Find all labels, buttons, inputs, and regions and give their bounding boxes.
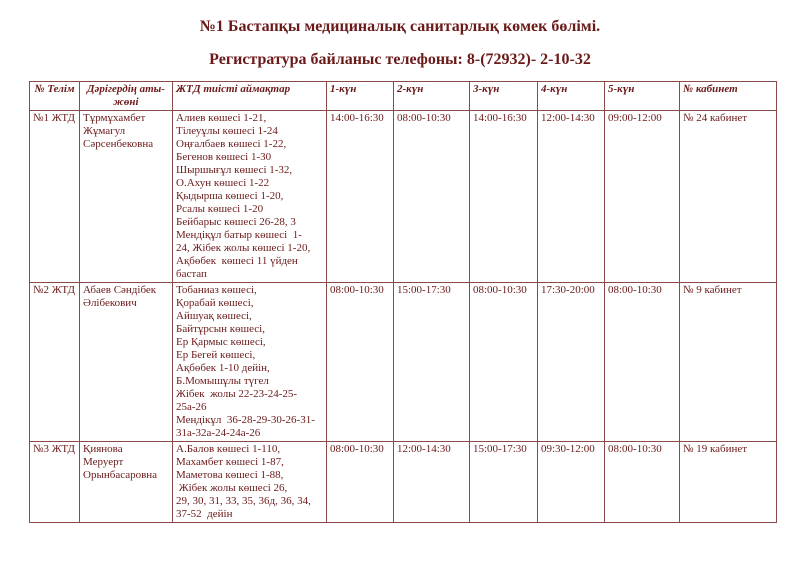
service-area-line: Бейбарыс көшесі 26-28, 3 [176, 216, 296, 228]
column-header: ЖТД тиісті аймақтар [173, 82, 327, 111]
day-hours-cell: 15:00-17:30 [470, 442, 538, 523]
doctor-name-line: Қиянова [83, 443, 123, 455]
service-area-line: 29, 30, 31, 33, 35, 36д, 36, 34, [176, 495, 311, 507]
service-area-line: Шыршығұл көшесі 1-32, [176, 164, 293, 176]
service-area-line: Ер Қармыс көшесі, [176, 336, 266, 348]
service-area-line: 24, Жібек жолы көшесі 1-20, [176, 242, 311, 254]
column-header: 5-күн [605, 82, 680, 111]
service-area-line: Тілеуұлы көшесі 1-24 [176, 125, 278, 137]
column-header: 2-күн [394, 82, 470, 111]
table-header-row [30, 82, 777, 111]
service-area-line: Тобаниаз көшесі, [176, 284, 257, 296]
service-area-cell [173, 442, 327, 523]
registry-phone-title: Регистратура байланыс телефоны: 8-(72932)- 2-10-32 [209, 51, 591, 68]
day-hours-cell: 08:00-10:30 [605, 283, 680, 442]
cabinet-cell: № 9 кабинет [680, 283, 777, 442]
table-row [30, 283, 777, 442]
doctor-name-cell [80, 442, 173, 523]
plot-number-cell: №3 ЖТД [30, 442, 80, 523]
plot-number-cell: №2 ЖТД [30, 283, 80, 442]
plot-number-cell: №1 ЖТД [30, 111, 80, 283]
service-area-line: Рсалы көшесі 1-20 [176, 203, 264, 215]
doctor-name-line: Меруерт [83, 456, 124, 468]
column-header: № Телім [30, 82, 80, 111]
day-hours-cell: 14:00-16:30 [327, 111, 394, 283]
service-area-line: А.Балов көшесі 1-110, [176, 443, 281, 455]
day-hours-cell: 08:00-10:30 [327, 283, 394, 442]
day-hours-cell: 09:30-12:00 [538, 442, 605, 523]
day-hours-cell: 09:00-12:00 [605, 111, 680, 283]
service-area-line: Қорабай көшесі, [176, 297, 254, 309]
service-area-line: 25а-26 [176, 401, 207, 413]
service-area-line: 37-52 дейін [176, 508, 233, 520]
column-header: № кабинет [680, 82, 777, 111]
doctor-name-line: Әлібекович [83, 297, 137, 309]
service-area-line: Махамбет көшесі 1-87, [176, 456, 284, 468]
cabinet-cell: № 19 кабинет [680, 442, 777, 523]
table-row [30, 442, 777, 523]
document-title: №1 Бастапқы медициналық санитарлық көмек бөлімі. [199, 18, 601, 35]
service-area-line: О.Ахун көшесі 1-22 [176, 177, 270, 189]
column-header: 3-күн [470, 82, 538, 111]
schedule-table [29, 81, 777, 523]
service-area-line: Жібек жолы 22-23-24-25- [176, 388, 298, 400]
service-area-line: Жібек жолы көшесі 26, [176, 482, 288, 494]
service-area-line: 31а-32а-24-24а-26 [176, 427, 261, 439]
column-header: 1-күн [327, 82, 394, 111]
service-area-line: Қыдырша көшесі 1-20, [176, 190, 284, 202]
service-area-line: Алиев көшесі 1-21, [176, 112, 267, 124]
service-area-line: Ақбөбек көшесі 11 үйден [176, 255, 298, 267]
cabinet-cell: № 24 кабинет [680, 111, 777, 283]
doctor-name-cell [80, 111, 173, 283]
day-hours-cell: 17:30-20:00 [538, 283, 605, 442]
doctor-name-line: Жұмагул [83, 125, 126, 137]
day-hours-cell: 08:00-10:30 [605, 442, 680, 523]
service-area-line: Маметова көшесі 1-88, [176, 469, 284, 481]
service-area-cell [173, 283, 327, 442]
service-area-line: Оңғалбаев көшесі 1-22, [176, 138, 287, 150]
service-area-line: Байтұрсын көшесі, [176, 323, 265, 335]
doctor-name-line: Орынбасаровна [83, 469, 158, 481]
day-hours-cell: 08:00-10:30 [394, 111, 470, 283]
doctor-name-cell [80, 283, 173, 442]
day-hours-cell: 12:00-14:30 [394, 442, 470, 523]
service-area-cell [173, 111, 327, 283]
day-hours-cell: 14:00-16:30 [470, 111, 538, 283]
service-area-line: бастап [176, 268, 207, 280]
doctor-name-line: Абаев Сәндібек [83, 284, 157, 296]
column-header: 4-күн [538, 82, 605, 111]
day-hours-cell: 08:00-10:30 [470, 283, 538, 442]
service-area-line: Ақбөбек 1-10 дейін, [176, 362, 270, 374]
service-area-line: Мендіқұл батыр көшесі 1- [176, 229, 302, 241]
service-area-line: Бегенов көшесі 1-30 [176, 151, 272, 163]
service-area-line: Ер Бегей көшесі, [176, 349, 256, 361]
service-area-line: Б.Момышұлы түгел [176, 375, 269, 387]
day-hours-cell: 08:00-10:30 [327, 442, 394, 523]
doctor-name-line: Сәрсенбековна [83, 138, 154, 150]
doctor-name-line: Тұрмұхамбет [83, 112, 146, 124]
day-hours-cell: 15:00-17:30 [394, 283, 470, 442]
table-row [30, 111, 777, 283]
service-area-line: Мендікұл 36-28-29-30-26-31- [176, 414, 315, 426]
service-area-line: Айшуақ көшесі, [176, 310, 252, 322]
column-header: Дәрігердің аты-жөні [80, 82, 173, 111]
day-hours-cell: 12:00-14:30 [538, 111, 605, 283]
